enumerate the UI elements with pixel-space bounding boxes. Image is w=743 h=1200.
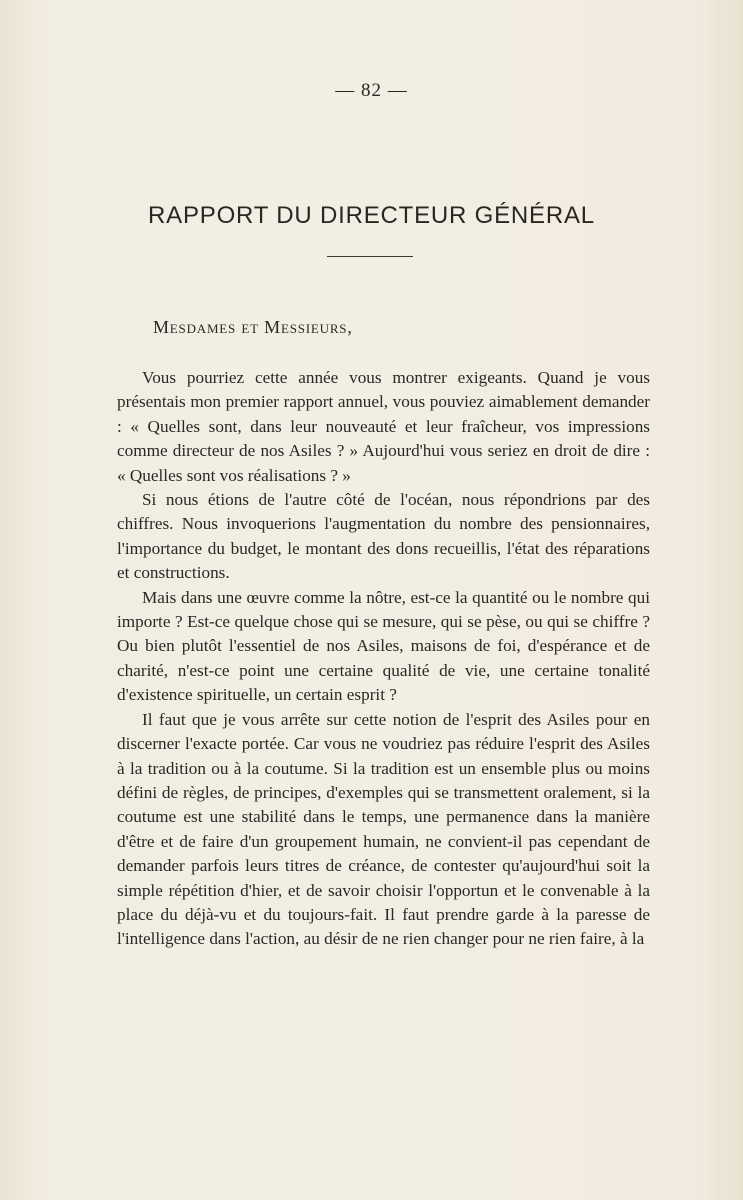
title-divider xyxy=(327,256,413,257)
page-number: — 82 — xyxy=(335,80,408,101)
body-text xyxy=(117,366,650,952)
page-title: RAPPORT DU DIRECTEUR GÉNÉRAL xyxy=(148,202,595,229)
paragraph: Il faut que je vous arrête sur cette notion de l'esprit des Asiles pour en discerner l'exacte portée. Car vous ne voudriez pas réduire l'esprit des Asiles à la tradition ou à la coutume. Si la tradition est un ensemble plus ou moins défini de règles, de principes, d'exemples qui se transmettent oralement, si la coutume est une stabilité dans le temps, une permanence dans la manière d'être et de faire d'un groupement humain, ne convient-il pas cependant de demander parfois leurs titres de créance, de contester qu'aujourd'hui soit la simple répétition d'hier, et de savoir choisir l'opportun et le convenable à la place du déjà-vu et du toujours-fait. Il faut prendre garde à la paresse de l'intelligence dans l'action, au désir de ne rien changer pour ne rien faire, à la xyxy=(117,709,650,949)
salutation: Mesdames et Messieurs, xyxy=(153,317,353,337)
paragraph: Mais dans une œuvre comme la nôtre, est-ce la quantité ou le nombre qui importe ? Est-ce quelque chose qui se mesure, qui se pèse, ou qui se chiffre ? Ou bien plutôt l'essentiel de nos Asiles, maisons de foi, d'espérance et de charité, n'est-ce point une certaine qualité de vie, une certaine tonalité d'existence spirituelle, un certain esprit ? xyxy=(117,587,650,705)
paragraph: Si nous étions de l'autre côté de l'océan, nous répondrions par des chiffres. Nous invoquerions l'augmentation du nombre des pensionnaires, l'importance du budget, le montant des dons recueillis, l'état des réparations et constructions. xyxy=(117,490,650,583)
paragraph: Vous pourriez cette année vous montrer exigeants. Quand je vous présentais mon premier rapport annuel, vous pouviez aimablement demander : « Quelles sont, dans leur nouveauté et leur fraîcheur, vos impressions comme directeur de nos Asiles ? » Aujourd'hui vous seriez en droit de dire : « Quelles sont vos réalisations ? » xyxy=(117,368,650,485)
